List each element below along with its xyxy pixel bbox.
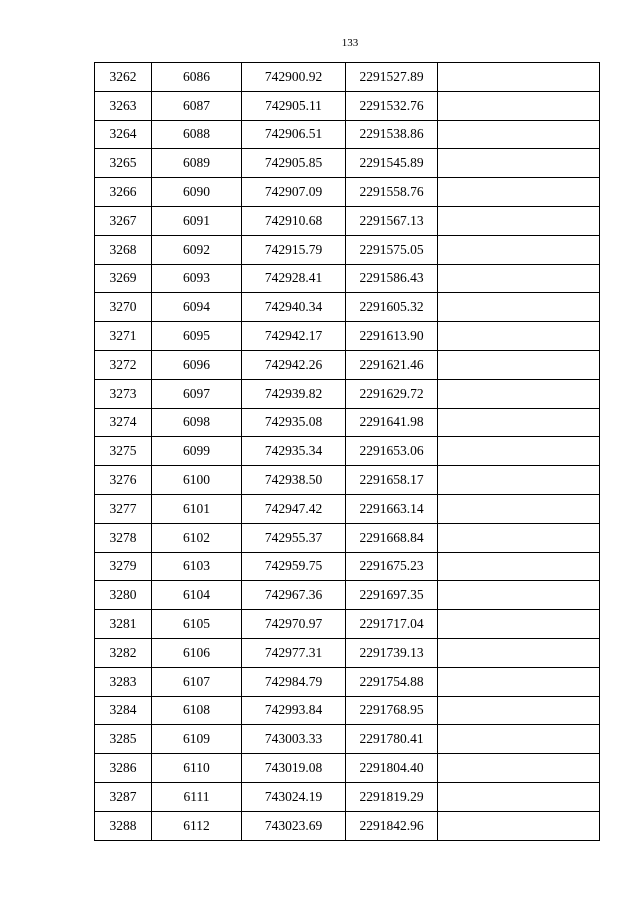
table-row [95, 178, 600, 207]
point-index-cell: 3266 [95, 178, 152, 207]
note-cell [438, 610, 600, 639]
x-coordinate-cell: 742900.92 [242, 63, 346, 92]
point-index-cell: 3268 [95, 235, 152, 264]
note-cell [438, 811, 600, 840]
point-id-cell: 6105 [152, 610, 242, 639]
note-cell [438, 322, 600, 351]
y-coordinate-cell: 2291586.43 [346, 264, 438, 293]
point-id-cell: 6091 [152, 206, 242, 235]
table-row [95, 638, 600, 667]
x-coordinate-cell: 742959.75 [242, 552, 346, 581]
y-coordinate-cell: 2291668.84 [346, 523, 438, 552]
point-index-cell: 3276 [95, 466, 152, 495]
point-index-cell: 3288 [95, 811, 152, 840]
table-row [95, 206, 600, 235]
point-index-cell: 3271 [95, 322, 152, 351]
x-coordinate-cell: 742939.82 [242, 379, 346, 408]
table-row [95, 379, 600, 408]
x-coordinate-cell: 742935.34 [242, 437, 346, 466]
table-row [95, 494, 600, 523]
x-coordinate-cell: 742928.41 [242, 264, 346, 293]
point-id-cell: 6099 [152, 437, 242, 466]
table-row [95, 782, 600, 811]
note-cell [438, 350, 600, 379]
point-id-cell: 6087 [152, 91, 242, 120]
point-id-cell: 6110 [152, 754, 242, 783]
point-index-cell: 3262 [95, 63, 152, 92]
y-coordinate-cell: 2291538.86 [346, 120, 438, 149]
table-row [95, 120, 600, 149]
y-coordinate-cell: 2291575.05 [346, 235, 438, 264]
point-id-cell: 6094 [152, 293, 242, 322]
note-cell [438, 696, 600, 725]
y-coordinate-cell: 2291527.89 [346, 63, 438, 92]
y-coordinate-cell: 2291658.17 [346, 466, 438, 495]
x-coordinate-cell: 743003.33 [242, 725, 346, 754]
x-coordinate-cell: 743024.19 [242, 782, 346, 811]
point-id-cell: 6109 [152, 725, 242, 754]
x-coordinate-cell: 742938.50 [242, 466, 346, 495]
point-index-cell: 3263 [95, 91, 152, 120]
y-coordinate-cell: 2291697.35 [346, 581, 438, 610]
table-body [95, 63, 600, 841]
point-index-cell: 3277 [95, 494, 152, 523]
point-id-cell: 6086 [152, 63, 242, 92]
note-cell [438, 667, 600, 696]
note-cell [438, 379, 600, 408]
x-coordinate-cell: 742993.84 [242, 696, 346, 725]
y-coordinate-cell: 2291675.23 [346, 552, 438, 581]
x-coordinate-cell: 743019.08 [242, 754, 346, 783]
point-index-cell: 3284 [95, 696, 152, 725]
y-coordinate-cell: 2291532.76 [346, 91, 438, 120]
point-index-cell: 3282 [95, 638, 152, 667]
y-coordinate-cell: 2291629.72 [346, 379, 438, 408]
point-index-cell: 3275 [95, 437, 152, 466]
page-number: 133 [341, 37, 359, 49]
note-cell [438, 638, 600, 667]
table-row [95, 63, 600, 92]
point-index-cell: 3286 [95, 754, 152, 783]
x-coordinate-cell: 743023.69 [242, 811, 346, 840]
x-coordinate-cell: 742984.79 [242, 667, 346, 696]
note-cell [438, 466, 600, 495]
point-id-cell: 6107 [152, 667, 242, 696]
y-coordinate-cell: 2291621.46 [346, 350, 438, 379]
y-coordinate-cell: 2291558.76 [346, 178, 438, 207]
y-coordinate-cell: 2291768.95 [346, 696, 438, 725]
point-id-cell: 6092 [152, 235, 242, 264]
point-index-cell: 3287 [95, 782, 152, 811]
note-cell [438, 552, 600, 581]
point-id-cell: 6089 [152, 149, 242, 178]
x-coordinate-cell: 742967.36 [242, 581, 346, 610]
table-row [95, 581, 600, 610]
note-cell [438, 581, 600, 610]
point-id-cell: 6101 [152, 494, 242, 523]
point-index-cell: 3285 [95, 725, 152, 754]
note-cell [438, 91, 600, 120]
table-row [95, 293, 600, 322]
table-row [95, 754, 600, 783]
note-cell [438, 754, 600, 783]
table-row [95, 264, 600, 293]
point-index-cell: 3279 [95, 552, 152, 581]
table-row [95, 91, 600, 120]
note-cell [438, 120, 600, 149]
table-row [95, 811, 600, 840]
point-id-cell: 6111 [152, 782, 242, 811]
point-id-cell: 6100 [152, 466, 242, 495]
point-index-cell: 3278 [95, 523, 152, 552]
point-index-cell: 3272 [95, 350, 152, 379]
point-index-cell: 3269 [95, 264, 152, 293]
note-cell [438, 63, 600, 92]
y-coordinate-cell: 2291653.06 [346, 437, 438, 466]
note-cell [438, 149, 600, 178]
point-id-cell: 6088 [152, 120, 242, 149]
note-cell [438, 523, 600, 552]
x-coordinate-cell: 742935.08 [242, 408, 346, 437]
point-index-cell: 3267 [95, 206, 152, 235]
point-id-cell: 6097 [152, 379, 242, 408]
table-row [95, 322, 600, 351]
y-coordinate-cell: 2291567.13 [346, 206, 438, 235]
y-coordinate-cell: 2291717.04 [346, 610, 438, 639]
x-coordinate-cell: 742940.34 [242, 293, 346, 322]
note-cell [438, 235, 600, 264]
point-index-cell: 3265 [95, 149, 152, 178]
x-coordinate-cell: 742977.31 [242, 638, 346, 667]
table-row [95, 235, 600, 264]
x-coordinate-cell: 742947.42 [242, 494, 346, 523]
note-cell [438, 725, 600, 754]
table-row [95, 552, 600, 581]
table-row [95, 667, 600, 696]
point-id-cell: 6096 [152, 350, 242, 379]
x-coordinate-cell: 742915.79 [242, 235, 346, 264]
table-row [95, 610, 600, 639]
point-index-cell: 3270 [95, 293, 152, 322]
note-cell [438, 264, 600, 293]
point-id-cell: 6106 [152, 638, 242, 667]
note-cell [438, 494, 600, 523]
point-id-cell: 6112 [152, 811, 242, 840]
x-coordinate-cell: 742955.37 [242, 523, 346, 552]
point-id-cell: 6090 [152, 178, 242, 207]
y-coordinate-cell: 2291663.14 [346, 494, 438, 523]
x-coordinate-cell: 742905.85 [242, 149, 346, 178]
note-cell [438, 178, 600, 207]
x-coordinate-cell: 742907.09 [242, 178, 346, 207]
point-id-cell: 6103 [152, 552, 242, 581]
note-cell [438, 206, 600, 235]
x-coordinate-cell: 742905.11 [242, 91, 346, 120]
table-row [95, 437, 600, 466]
y-coordinate-cell: 2291545.89 [346, 149, 438, 178]
y-coordinate-cell: 2291641.98 [346, 408, 438, 437]
y-coordinate-cell: 2291613.90 [346, 322, 438, 351]
y-coordinate-cell: 2291739.13 [346, 638, 438, 667]
table-row [95, 149, 600, 178]
x-coordinate-cell: 742942.26 [242, 350, 346, 379]
table-row [95, 523, 600, 552]
point-id-cell: 6108 [152, 696, 242, 725]
note-cell [438, 293, 600, 322]
table-row [95, 408, 600, 437]
table-row [95, 725, 600, 754]
point-id-cell: 6104 [152, 581, 242, 610]
x-coordinate-cell: 742906.51 [242, 120, 346, 149]
y-coordinate-cell: 2291842.96 [346, 811, 438, 840]
table-row [95, 350, 600, 379]
x-coordinate-cell: 742942.17 [242, 322, 346, 351]
point-id-cell: 6102 [152, 523, 242, 552]
x-coordinate-cell: 742910.68 [242, 206, 346, 235]
x-coordinate-cell: 742970.97 [242, 610, 346, 639]
note-cell [438, 437, 600, 466]
table-row [95, 696, 600, 725]
point-id-cell: 6098 [152, 408, 242, 437]
point-index-cell: 3273 [95, 379, 152, 408]
point-id-cell: 6093 [152, 264, 242, 293]
point-index-cell: 3281 [95, 610, 152, 639]
point-index-cell: 3264 [95, 120, 152, 149]
coordinate-table [94, 62, 600, 841]
point-index-cell: 3274 [95, 408, 152, 437]
y-coordinate-cell: 2291819.29 [346, 782, 438, 811]
point-index-cell: 3280 [95, 581, 152, 610]
y-coordinate-cell: 2291804.40 [346, 754, 438, 783]
point-index-cell: 3283 [95, 667, 152, 696]
note-cell [438, 782, 600, 811]
y-coordinate-cell: 2291605.32 [346, 293, 438, 322]
y-coordinate-cell: 2291780.41 [346, 725, 438, 754]
note-cell [438, 408, 600, 437]
table-row [95, 466, 600, 495]
point-id-cell: 6095 [152, 322, 242, 351]
y-coordinate-cell: 2291754.88 [346, 667, 438, 696]
